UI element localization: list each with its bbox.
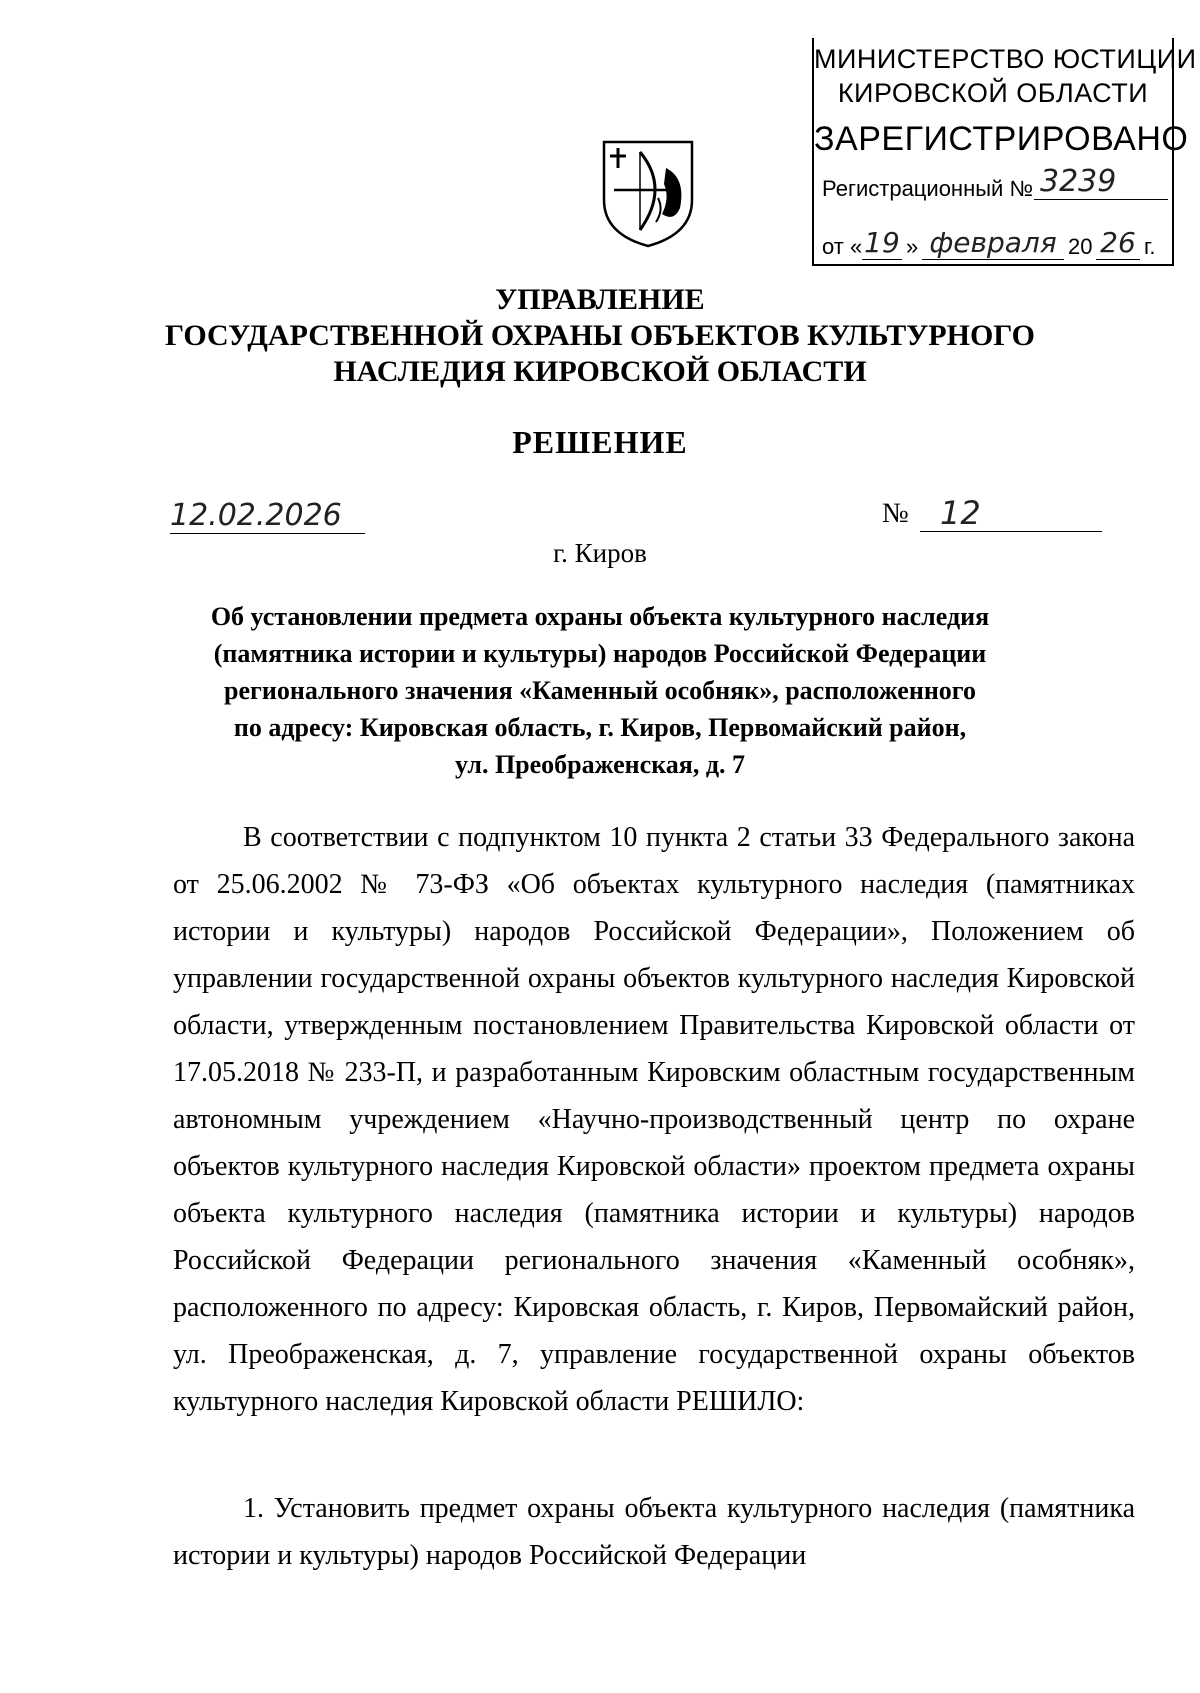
decision-number: 12 [920,494,1102,532]
title-line-4: по адресу: Кировская область, г. Киров, Первомайский район, [233,713,967,742]
stamp-date-month: февраля [922,226,1064,260]
stamp-date-prefix: от « [822,234,863,259]
stamp-date-year-prefix: 20 [1068,234,1093,259]
stamp-date-day: 19 [862,226,902,260]
document-type-heading: РЕШЕНИЕ [512,424,688,460]
title-line-5: ул. Преображенская, д. 7 [455,750,745,779]
stamp-date-suffix: г. [1144,234,1156,259]
body-text-item-1 [173,1485,1135,1579]
stamp-reg-label: Регистрационный № [822,176,1034,201]
title-line-3: регионального значения «Каменный особняк», расположенного [224,676,976,705]
stamp-date-year: 26 [1096,226,1140,260]
registration-stamp [812,38,1197,266]
stamp-region: КИРОВСКОЙ ОБЛАСТИ [837,78,1149,108]
stamp-reg-number: 3239 [1034,164,1168,200]
city: г. Киров [553,538,647,568]
stamp-date [822,226,1168,260]
decision-date: 12.02.2026 [170,498,365,534]
title-line-1: Об установлении предмета охраны объекта культурного наследия [210,602,990,631]
coat-of-arms-icon [600,138,696,250]
agency-name-line-1: УПРАВЛЕНИЕ [495,283,705,316]
body-text [173,814,1135,1425]
body-paragraph-2: 1. Установить предмет охраны объекта культурного наследия (памятника истории и культуры) народов Российской Федерации [173,1493,1135,1571]
stamp-ministry: МИНИСТЕРСТВО ЮСТИЦИИ [814,44,1197,74]
body-paragraph-1: В соответствии с подпунктом 10 пункта 2 статьи 33 Федерального закона от 25.06.2002 № 73-ФЗ «Об объектах культурного наследия (памятниках истории и культуры) народов Российской Федерации», Положением об управлении государственной охраны объектов культурного наследия Кировской области, утвержденным постановлением Правительства Кировской области от 17.05.2018 № 233-П, и разработанным Кировским областным государственным автономным учреждением «Научно-производственный центр по охране объектов культурного наследия Кировской области» проектом предмета охраны объекта культурного наследия (памятника истории и культуры) народов Российской Федерации регионального значения «Каменный особняк», расположенного по адресу: Кировская область, г. Киров, Первомайский район, ул. Преображенская, д. 7, управление государственной охраны объектов культурного наследия Кировской области РЕШИЛО: [173,822,1135,1417]
agency-name-line-2: ГОСУДАРСТВЕННОЙ ОХРАНЫ ОБЪЕКТОВ КУЛЬТУРНОГО [165,319,1035,352]
agency-name-line-3: НАСЛЕДИЯ КИРОВСКОЙ ОБЛАСТИ [333,355,867,388]
decision-number-label: № [882,498,909,529]
stamp-registered: ЗАРЕГИСТРИРОВАНО [814,120,1189,158]
stamp-date-mid: » [906,234,919,259]
title-line-2: (памятника истории и культуры) народов Российской Федерации [213,639,987,668]
